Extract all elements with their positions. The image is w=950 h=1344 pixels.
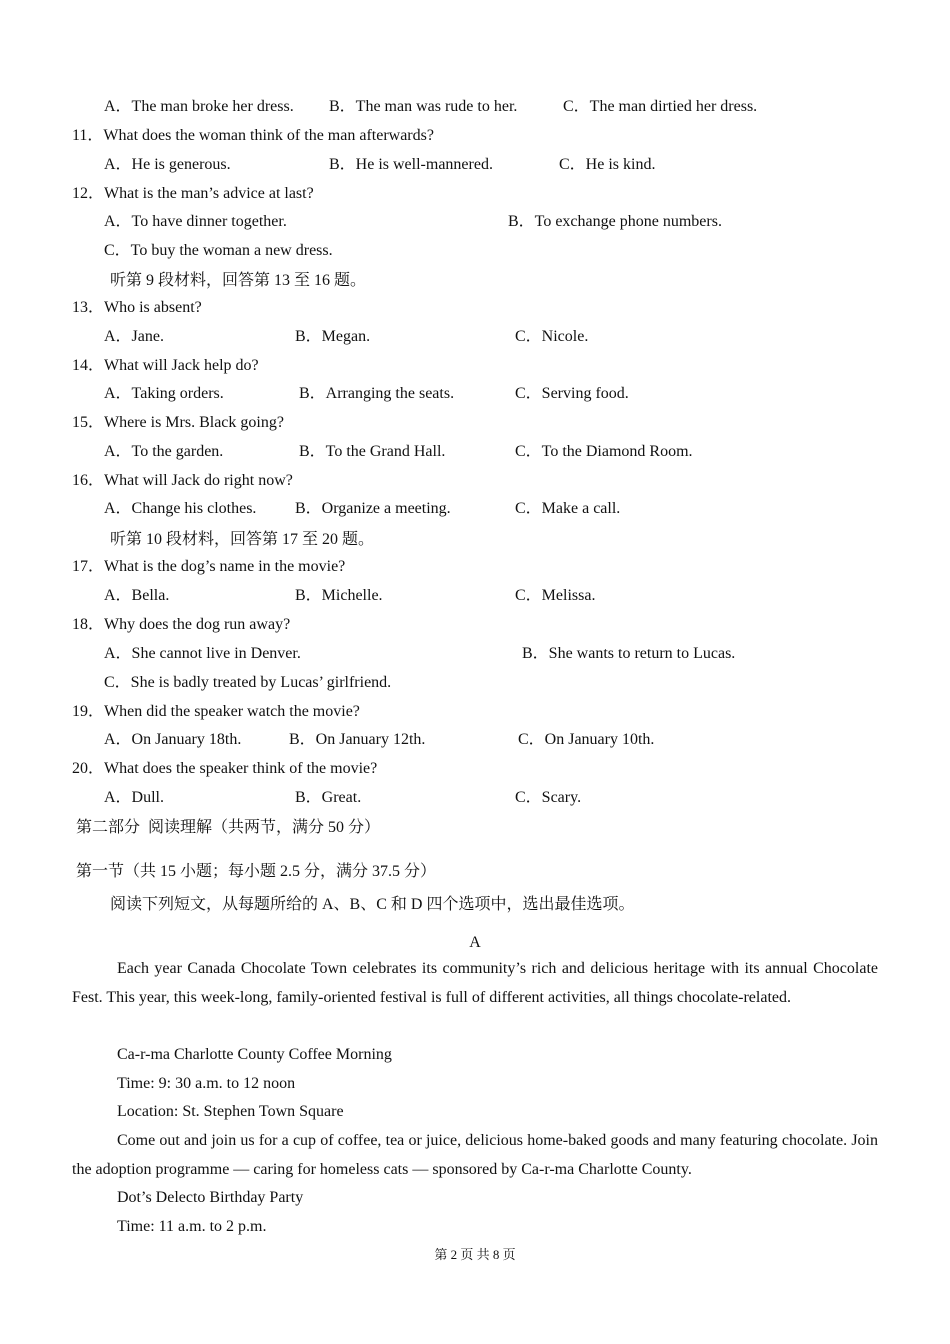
q19-option-b: B．On January 12th. [289, 731, 426, 748]
q17-option-b: B．Michelle. [295, 587, 383, 604]
q13-option-c: C．Nicole. [515, 328, 589, 345]
q15-question: 15．Where is Mrs. Black going? [72, 414, 284, 431]
q20-option-b: B．Great. [295, 789, 362, 806]
q18-option-a: A．She cannot live in Denver. [104, 645, 301, 662]
q20-question: 20．What does the speaker think of the movie? [72, 760, 378, 777]
event1-description: Come out and join us for a cup of coffee, tea or juice, delicious home-baked goods and many featuring chocolate. Join the adoption programme — caring for homeless cats — sponsored by Ca-r-ma Charlotte County. [72, 1132, 878, 1178]
q10-option-b: B．The man was rude to her. [329, 98, 518, 115]
q10-option-a: A．The man broke her dress. [104, 98, 294, 115]
q14-option-a: A．Taking orders. [104, 385, 224, 402]
q12-option-b: B．To exchange phone numbers. [508, 213, 722, 230]
q17-question: 17．What is the dog’s name in the movie? [72, 558, 346, 575]
q14-question: 14．What will Jack help do? [72, 357, 259, 374]
q18-option-b: B．She wants to return to Lucas. [522, 645, 736, 662]
event1-time: Time: 9: 30 a.m. to 12 noon [117, 1075, 296, 1092]
q16-option-b: B．Organize a meeting. [295, 500, 451, 517]
q18-option-c: C．She is badly treated by Lucas’ girlfriend. [104, 674, 392, 691]
q11-option-a: A．He is generous. [104, 156, 231, 173]
q13-option-a: A．Jane. [104, 328, 164, 345]
q11-option-b: B．He is well-mannered. [329, 156, 493, 173]
q16-question: 16．What will Jack do right now? [72, 472, 293, 489]
part2-title: 第二部分 阅读理解（共两节，满分 50 分） [76, 819, 381, 836]
q18-question: 18．Why does the dog run away? [72, 616, 291, 633]
passage-label: A [469, 934, 481, 951]
q12-question: 12．What is the man’s advice at last? [72, 185, 314, 202]
q14-option-b: B．Arranging the seats. [299, 385, 455, 402]
q17-option-a: A．Bella. [104, 587, 170, 604]
q13-question: 13．Who is absent? [72, 299, 202, 316]
q16-option-a: A．Change his clothes. [104, 500, 257, 517]
q17-option-c: C．Melissa. [515, 587, 596, 604]
q12-option-c: C．To buy the woman a new dress. [104, 242, 333, 259]
passage-intro: Each year Canada Chocolate Town celebrates its community’s rich and delicious heritage with its annual Chocolate Fest. This year, this week-long, family-oriented festival is full of different activities, all things chocolate-related. [72, 960, 878, 1006]
event2-title: Dot’s Delecto Birthday Party [117, 1189, 304, 1206]
q15-option-c: C．To the Diamond Room. [515, 443, 693, 460]
q11-question: 11．What does the woman think of the man afterwards? [72, 127, 434, 144]
q15-option-b: B．To the Grand Hall. [299, 443, 446, 460]
q11-option-c: C．He is kind. [559, 156, 656, 173]
q14-option-c: C．Serving food. [515, 385, 629, 402]
page-footer: 第 2 页 共 8 页 [434, 1247, 516, 1262]
event2-time: Time: 11 a.m. to 2 p.m. [117, 1218, 267, 1235]
q19-option-a: A．On January 18th. [104, 731, 242, 748]
section10-instruction: 听第 10 段材料，回答第 17 至 20 题。 [110, 531, 375, 548]
q20-option-c: C．Scary. [515, 789, 582, 806]
q10-option-c: C．The man dirtied her dress. [563, 98, 758, 115]
q12-option-a: A．To have dinner together. [104, 213, 287, 230]
q13-option-b: B．Megan. [295, 328, 371, 345]
event1-location: Location: St. Stephen Town Square [117, 1103, 344, 1120]
section1-title: 第一节（共 15 小题；每小题 2.5 分，满分 37.5 分） [76, 863, 437, 880]
q20-option-a: A．Dull. [104, 789, 165, 806]
q15-option-a: A．To the garden. [104, 443, 224, 460]
q16-option-c: C．Make a call. [515, 500, 621, 517]
section9-instruction: 听第 9 段材料，回答第 13 至 16 题。 [110, 272, 367, 289]
q19-question: 19．When did the speaker watch the movie? [72, 703, 360, 720]
q19-option-c: C．On January 10th. [518, 731, 655, 748]
event1-title: Ca-r-ma Charlotte County Coffee Morning [117, 1046, 392, 1063]
reading-instructions: 阅读下列短文，从每题所给的 A、B、C 和 D 四个选项中，选出最佳选项。 [110, 896, 635, 913]
